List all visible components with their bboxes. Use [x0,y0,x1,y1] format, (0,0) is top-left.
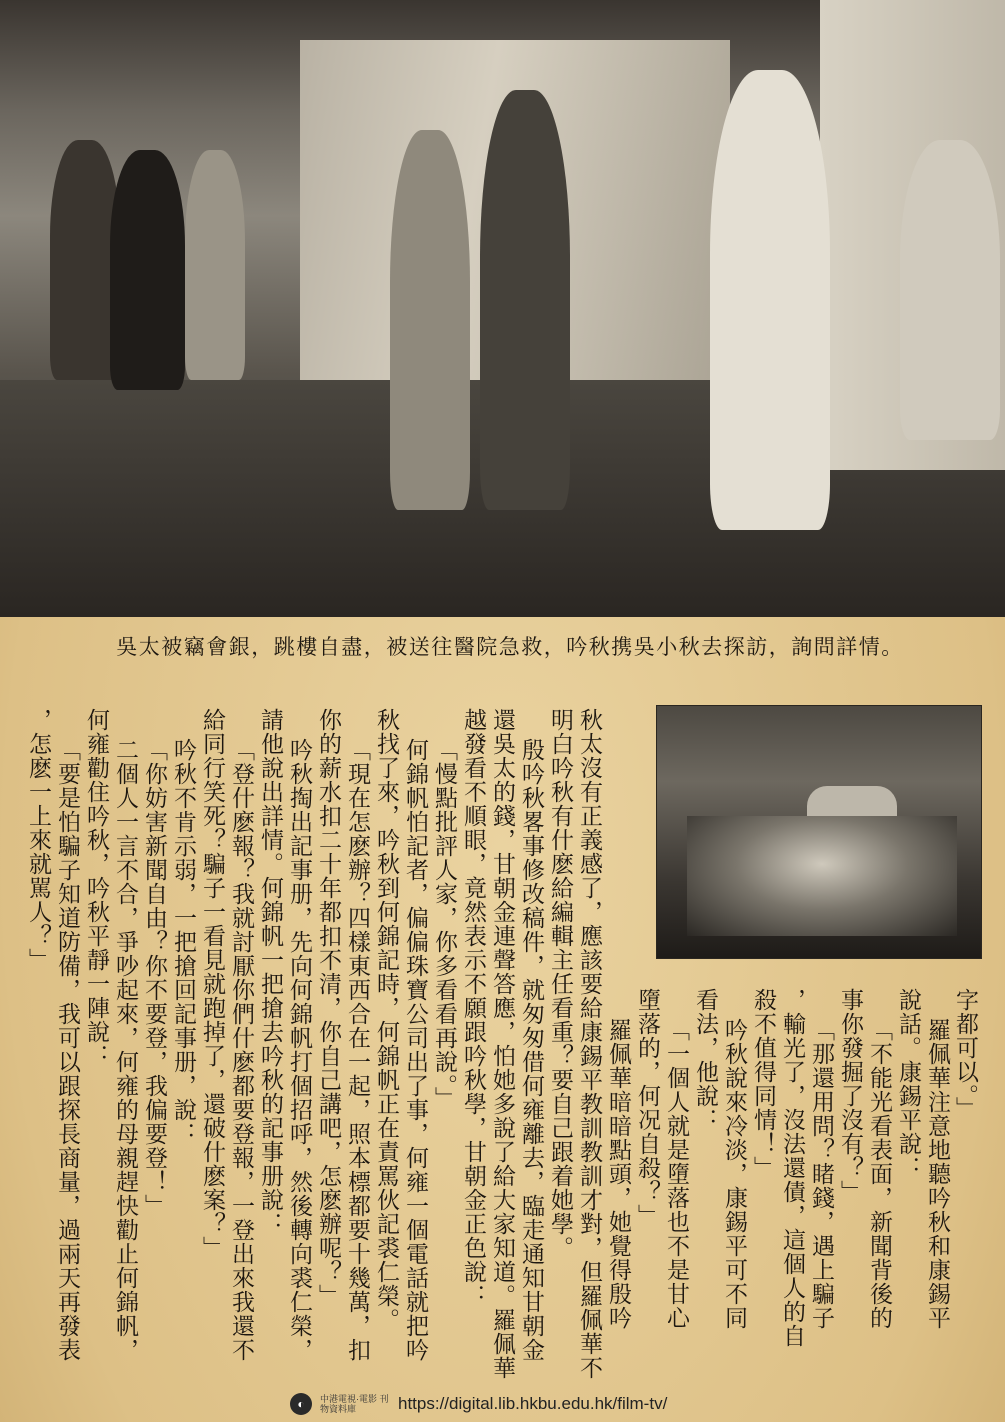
text-column: 明白吟秋有什麽給編輯主任看重？要自己跟着她學。 [547,708,573,1260]
text-column: 秋太沒有正義感了，應該要給康錫平教訓教訓才對，但羅佩華不 [576,708,602,1380]
text-column: 說話。康錫平說： [895,988,921,1180]
text-column: 墮落的，何况自殺？」 [634,988,660,1228]
text-column: 何雍勸住吟秋，吟秋平靜一陣說： [83,708,109,1068]
text-column: 看法，他說： [692,988,718,1132]
text-column: 還吳太的錢，甘朝金連聲答應，怕她多說了給大家知道。羅佩華 [489,708,515,1380]
figure-woman-dark-dress [110,150,185,390]
text-column: 給同行笑死？騙子一看見就跑掉了，還破什麽案？」 [199,708,225,1260]
text-column: 吟秋說來冷淡，康錫平可不同 [721,1018,747,1330]
text-column: 何錦帆怕記者，偏偏珠寶公司出了事，何雍一個電話就把吟 [402,738,428,1362]
text-column: 吟秋不肯示弱，一把搶回記事册，說： [170,738,196,1146]
text-column: 「那還用問？睹錢，遇上騙子 [808,1018,834,1330]
archive-logo-icon: ◐ [290,1393,312,1415]
text-column: 秋找了來，吟秋到何錦記時，何錦帆正在責罵伙記裘仁榮。 [373,708,399,1332]
figure-girl-plaid [390,130,470,510]
text-column: 二個人一言不合，爭吵起來，何雍的母親趕快勸止何錦帆， [112,738,138,1362]
text-column: ，怎麽一上來就駡人？」 [25,708,51,972]
text-column: 殺不值得同情！」 [750,988,776,1180]
crowd-shape [687,816,957,936]
film-still-street-crowd [656,705,982,959]
figure-nurse [900,140,1000,440]
figure-woman-suit [480,90,570,510]
text-column: 你的薪水扣二十年都扣不清，你自己講吧，怎麽辦呢？」 [315,708,341,1308]
text-column: 羅佩華暗暗點頭，她覺得殷吟 [605,1018,631,1330]
text-column: ，輸光了，沒法還債，這個人的自 [779,988,805,1348]
watermark-footer [290,1390,730,1418]
archive-url[interactable]: https://digital.lib.hkbu.edu.hk/film-tv/ [398,1394,668,1413]
text-column: 字都可以。」 [952,988,978,1121]
photo-caption: 吳太被竊會銀，跳樓自盡，被送往醫院急救，吟秋携吳小秋去探訪，詢問詳情。 [116,635,904,659]
text-column: 越發看不順眼，竟然表示不願跟吟秋學，甘朝金正色說： [460,708,486,1308]
text-column: 請他說出詳情。何錦帆一把搶去吟秋的記事册說： [257,708,283,1236]
film-still-hospital-corridor [0,0,1005,617]
text-column: 事你發掘了沒有？」 [837,988,863,1204]
text-column: 「不能光看表面，新聞背後的 [866,1018,892,1330]
text-column: 「一個人就是墮落也不是甘心 [663,1018,689,1330]
figure-woman-light-dress [185,150,245,380]
text-column: 羅佩華注意地聽吟秋和康錫平 [924,1018,950,1330]
text-column: 「慢點批評人家，你多看看再說。」 [431,738,457,1111]
text-column: 「登什麽報？我就討厭你們什麽都要登報，一登出來我還不 [228,738,254,1362]
text-column: 殷吟秋畧事修改稿件，就匆匆借何雍離去，臨走通知甘朝金 [518,738,544,1362]
text-column: 「要是怕騙子知道防備，我可以跟探長商量，過兩天再發表 [54,738,80,1362]
text-column: 「你妨害新聞自由？你不要登，我偏要登！」 [141,738,167,1218]
figure-doctor [710,70,830,530]
archive-name: 中港電視·電影 刊物資料庫 [320,1394,389,1414]
text-column: 「現在怎麽辦？四樣東西合在一起，照本標都要十幾萬，扣 [344,738,370,1362]
text-column: 吟秋掏出記事册，先向何錦帆打個招呼，然後轉向裘仁榮， [286,738,312,1362]
